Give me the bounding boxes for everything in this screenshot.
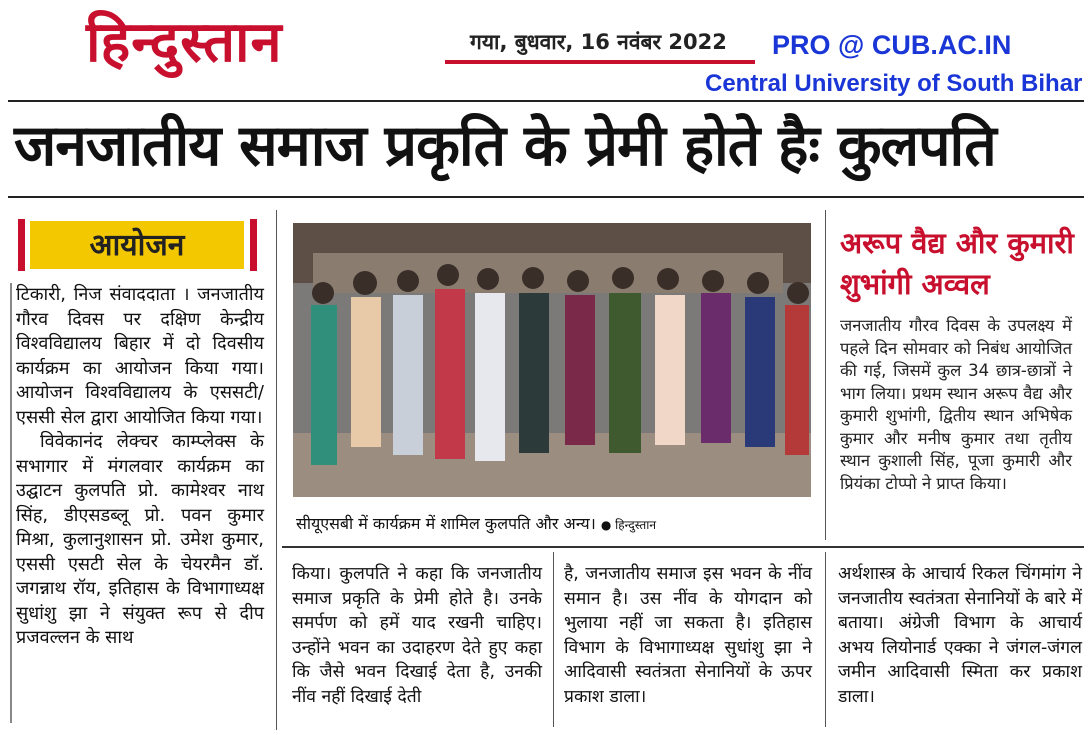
page-headline: जनजातीय समाज प्रकृति के प्रेमी होते हैः कुलपति: [14, 113, 996, 179]
column-divider: [825, 552, 826, 727]
section-tag: आयोजन: [89, 228, 185, 263]
photo-credit: ● हिन्दुस्तान: [600, 518, 656, 532]
newspaper-masthead: हिन्दुस्तान: [86, 9, 283, 75]
photo-caption: [296, 512, 656, 534]
event-photo: [293, 223, 811, 497]
column-divider: [276, 210, 277, 730]
sidebar-title-line: शुभांगी अव्वल: [840, 267, 990, 301]
group-photo-illustration: [293, 223, 811, 497]
column-divider: [553, 552, 554, 727]
tag-bar-right: [250, 219, 257, 271]
article-paragraph: विवेकानंद लेक्चर काम्प्लेक्स के सभागार में मंगलवार कार्यक्रम का उद्घाटन कुलपति प्रो. कामेश्वर नाथ सिंह, डीएसडब्लू प्रो. पवन कुमार मिश्रा, कुलानुशासन प्रो. उमेश कुमार, एससी एसटी सेल के चेयरमैन डॉ. जगन्नाथ रॉय, इतिहास के विभागाध्यक्ष सुधांशु झा ने संयुक्त रूप से दीप प्रजवल्लन के साथ: [16, 431, 264, 648]
pro-stamp: PRO @ CUB.AC.IN: [772, 30, 1012, 60]
caption-text: सीयूएसबी में कार्यक्रम में शामिल कुलपति और अन्य।: [296, 514, 596, 533]
university-stamp: Central University of South Bihar: [705, 70, 1083, 97]
headline-divider: [8, 196, 1084, 198]
article-column-3: है, जनजातीय समाज इस भवन के नींव समान है। उस नींव के योगदान को भुलाया नहीं जा सकता है। इतिहास विभाग के विभागाध्यक्ष सुधांशु झा ने आदिवासी स्वतंत्रता सेनानियों के ऊपर प्रकाश डाला।: [564, 564, 812, 707]
column-divider: [825, 210, 826, 540]
article-column-1: [16, 283, 264, 651]
article-paragraph: टिकारी, निज संवाददाता । जनजातीय गौरव दिवस पर दक्षिण केन्द्रीय विश्वविद्यालय बिहार में दो दिवसीय कार्यक्रम का आयोजन किया गया। आयोजन विश्वविद्यालय के एससटी/ एससी सेल द्वारा आयोजित किया गया।: [16, 284, 264, 428]
tag-bar-left: [18, 219, 25, 271]
left-margin-rule: [10, 283, 12, 723]
article-column-4: अर्थशास्त्र के आचार्य रिकल चिंगमांग ने जनजातीय स्वतंत्रता सेनानियों के बारे में बताया। अंग्रेजी विभाग के आचार्य अभय लियोनार्ड एक्का ने जंगल-जंगल जमीन आदिवासी स्मिता कर प्रकाश डाला।: [838, 564, 1082, 707]
article-column-2: किया। कुलपति ने कहा कि जनजातीय समाज प्रकृति के प्रेमी होते है। उनके समर्पण को हमें याद रखनी चाहिए। उन्होंने भवन का उदाहरण देते हुए कहा कि जैसे भवन दिखाई देता है, उनकी नींव नहीं दिखाई देती: [292, 564, 542, 707]
sidebar-body: जनजातीय गौरव दिवस के उपलक्ष्य में पहले दिन सोमवार को निबंध आयोजित की गई, जिसमें कुल 34 छात्र-छात्रों ने भाग लिया। प्रथम स्थान अरूप वैद्य और कुमारी शुभांगी, द्वितीय स्थान अभिषेक कुमार और मनीष कुमार तथा तृतीय स्थान कुशाली सिंह, पूजा कुमारी और प्रियंका टोप्पो ने प्राप्त किया।: [840, 316, 1072, 493]
sidebar-title-line: अरूप वैद्य और कुमारी: [840, 226, 1074, 260]
sidebar-title: [840, 223, 1074, 305]
dateline: गया, बुधवार, 16 नवंबर 2022: [470, 30, 727, 54]
photo-bottom-rule: [282, 546, 1084, 548]
dateline-rule: [445, 60, 755, 64]
top-divider: [8, 100, 1084, 102]
